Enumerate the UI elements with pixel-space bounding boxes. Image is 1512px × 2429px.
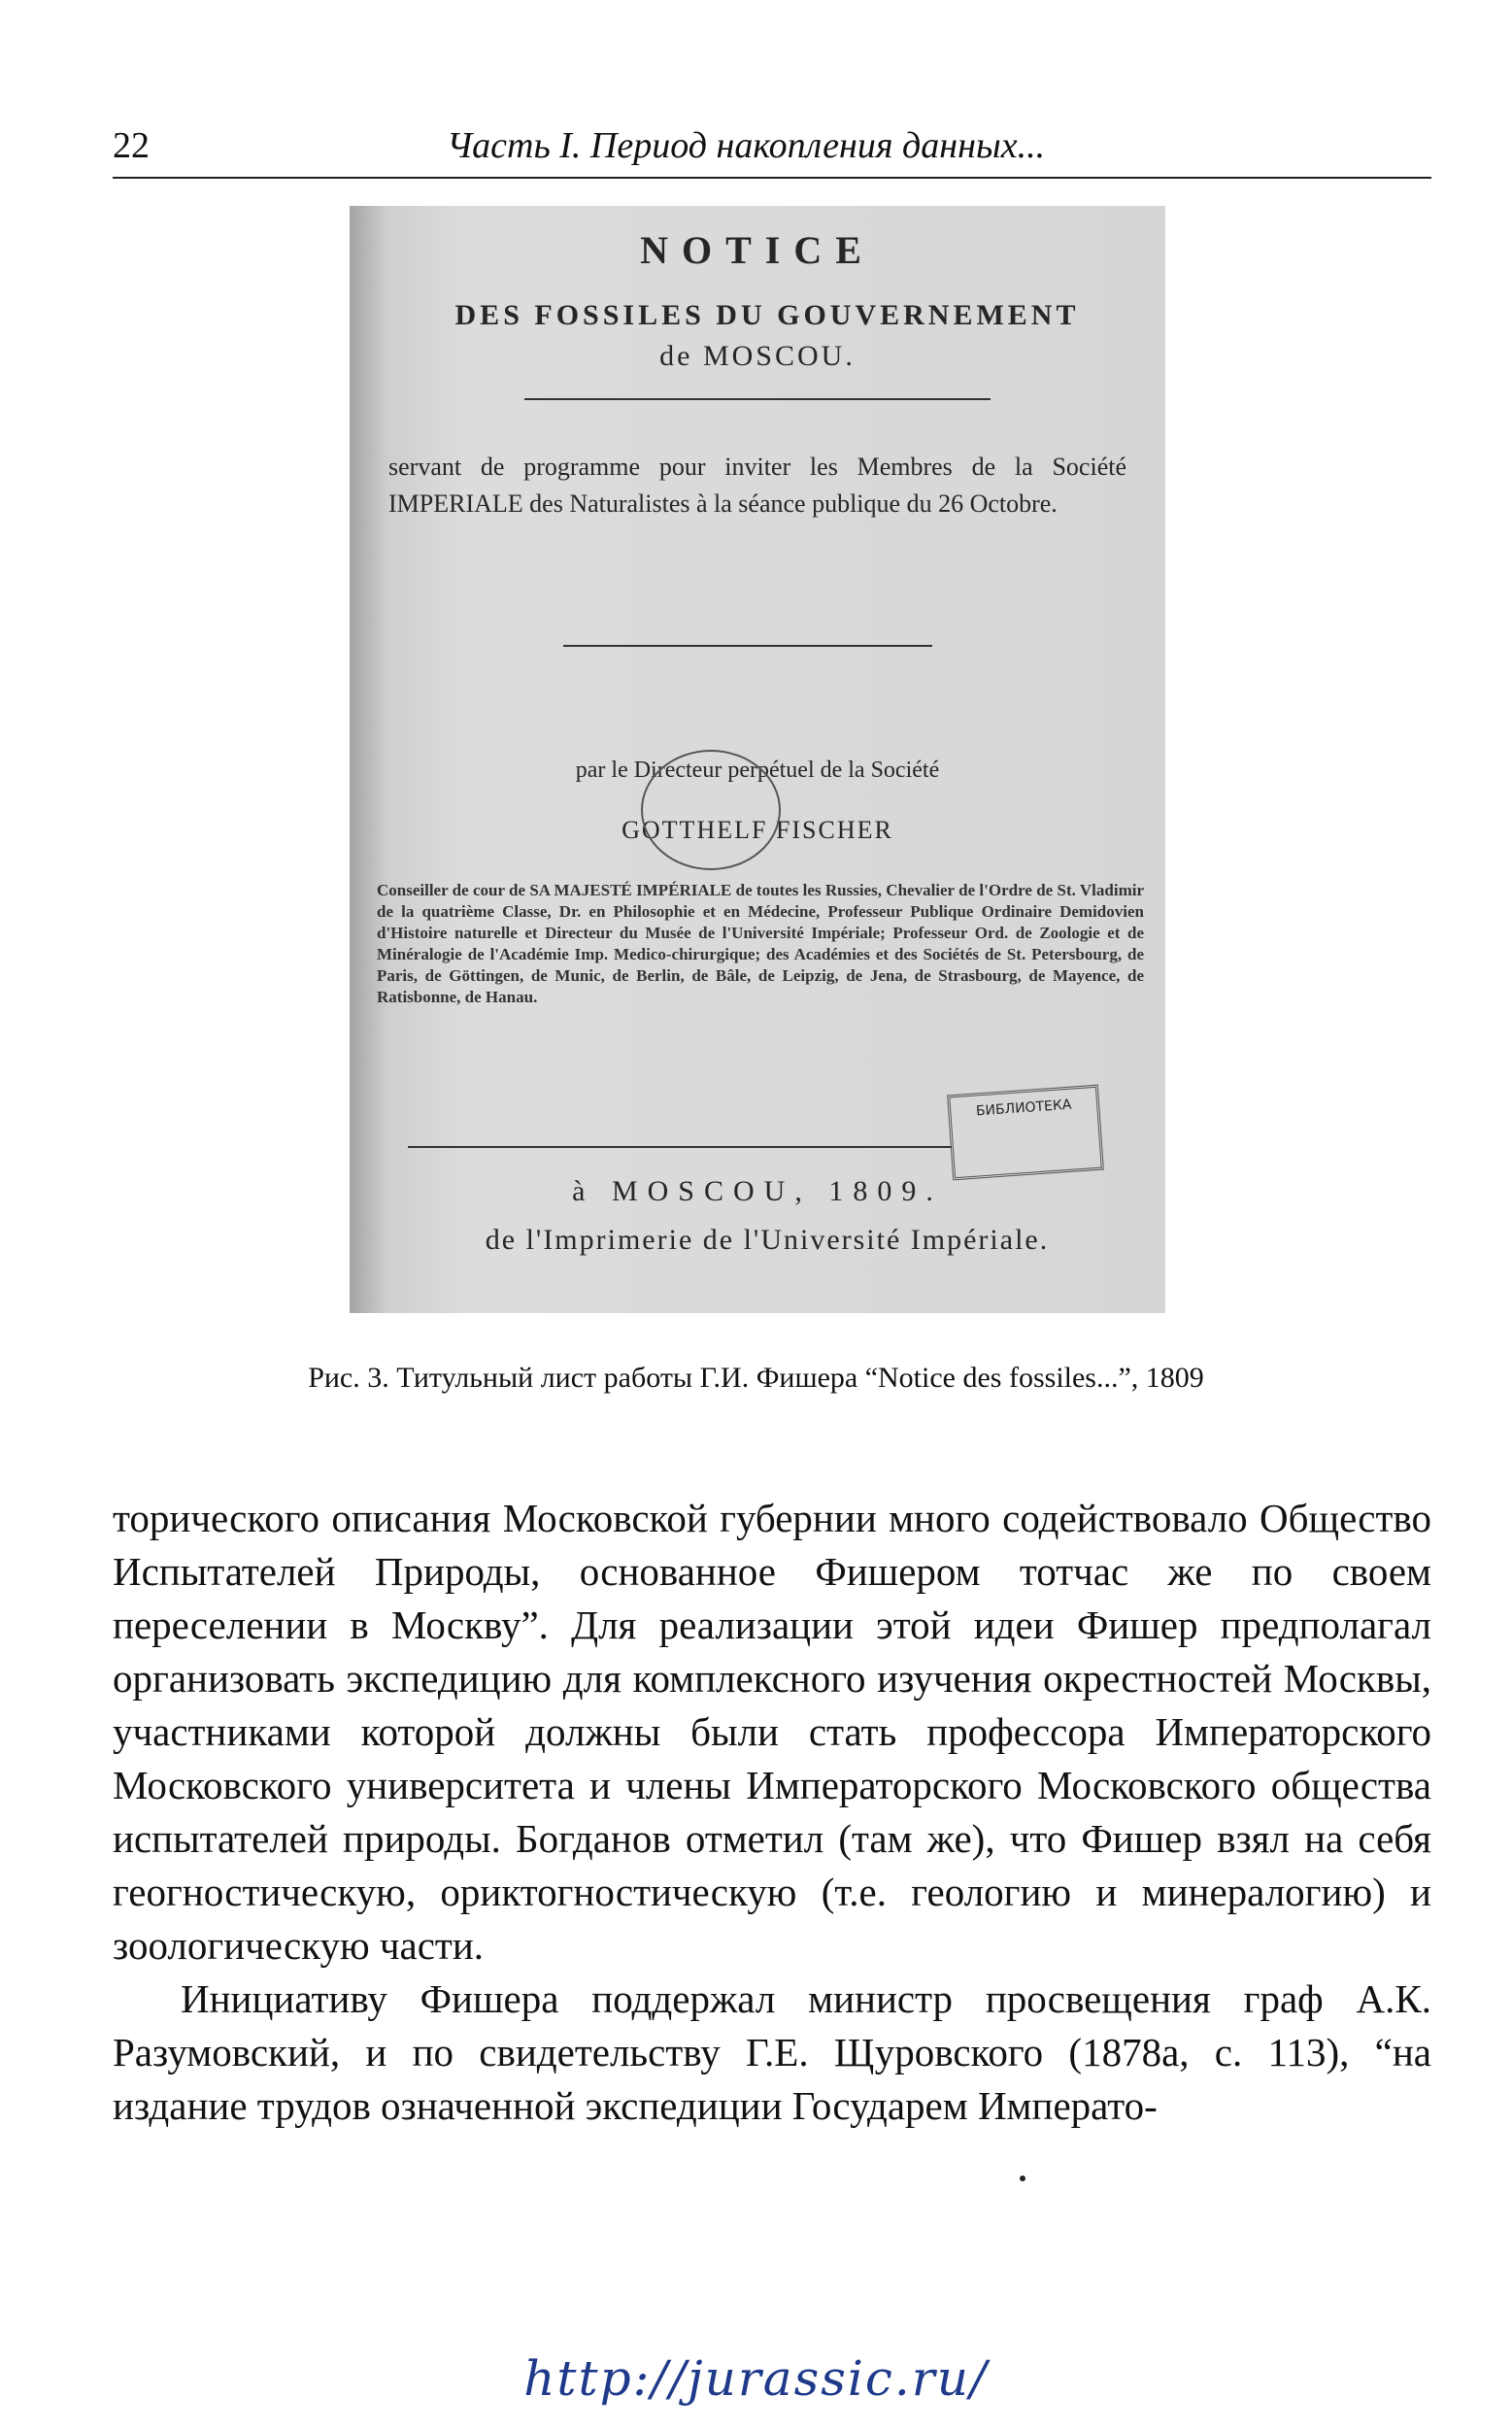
page-number: 22 (113, 125, 150, 166)
scan-author-name: GOTTHELF FISCHER (622, 816, 893, 844)
scan-title-notice: NOTICE (640, 228, 875, 272)
ornament-divider (524, 398, 991, 400)
scan-imprint: de l'Imprimerie de l'Université Impériale. (485, 1224, 1050, 1256)
scan-title-line3: de MOSCOU. (659, 340, 856, 372)
stamp-text: БИБЛИОТЕКА (975, 1096, 1073, 1120)
scan-author-titles: Conseiller de cour de SA MAJESTÉ IMPÉRIALE de toutes les Russies, Chevalier de l'Ordre de St. Vladimir de la quatrième Classe, Dr. en Philosophie et en Médecine, Professeur Publique Ordinaire Demidovien d'Histoire naturelle et Directeur du Musée de l'Université Impériale; Professeur Ord. de Zoologie et de Minéralogie de l'Académie Imp. Medico-chirurgique; des Académies et des Sociétés de St. Petersbourg, de Paris, de Göttingen, de Munic, de Berlin, de Bâle, de Leipzig, de Jena, de Strasbourg, de Mayence, de Ratisbonne, de Hanau. (377, 881, 1144, 1006)
title-page-scan (350, 206, 1165, 1313)
scan-par-line: par le Directeur perpétuel de la Société (575, 758, 940, 783)
print-speck (1020, 2176, 1025, 2181)
ornament-divider-bottom (408, 1146, 952, 1148)
library-stamp-rect (947, 1085, 1104, 1181)
running-title: Часть I. Период накопления данных... (447, 125, 1046, 166)
scan-title-line2: DES FOSSILES DU GOUVERNEMENT (454, 299, 1080, 331)
page-header (113, 117, 1431, 179)
paragraph: торического описания Московской губернии много содействовало Общество Испытателей Природы, основанное Фишером тотчас же по своем переселении в Москву”. Для реализации этой идеи Фишер предполагал организовать экспедицию для комплексного изучения окрестностей Москвы, участниками которой должны были стать профессора Императорского Московского университета и члены Императорского Московского общества испытателей природы. Богданов отметил (там же), что Фишер взял на себя геогностическую, ориктогностическую (т.е. геологию и минералогию) и зоологическую части. (113, 1496, 1431, 1968)
library-stamp-round (641, 750, 781, 870)
paragraph: Инициативу Фишера поддержал министр просвещения граф А.К. Разумовский, и по свидетельству Г.Е. Щуровского (1878а, с. 113), “на издание трудов означенной экспедиции Государем Императо- (113, 1976, 1431, 2128)
scan-place-year: à MOSCOU, 1809. (572, 1175, 943, 1207)
figure-caption: Рис. 3. Титульный лист работы Г.И. Фишера “Notice des fossiles...”, 1809 (308, 1362, 1204, 1394)
footer-url[interactable]: http://jurassic.ru/ (523, 2350, 989, 2407)
divider-line (563, 645, 932, 647)
scan-purpose-text: servant de programme pour inviter les Membres de la Société IMPERIALE des Naturalistes à la séance publique du 26 Octobre. (388, 453, 1126, 518)
body-text (113, 1492, 1431, 2133)
